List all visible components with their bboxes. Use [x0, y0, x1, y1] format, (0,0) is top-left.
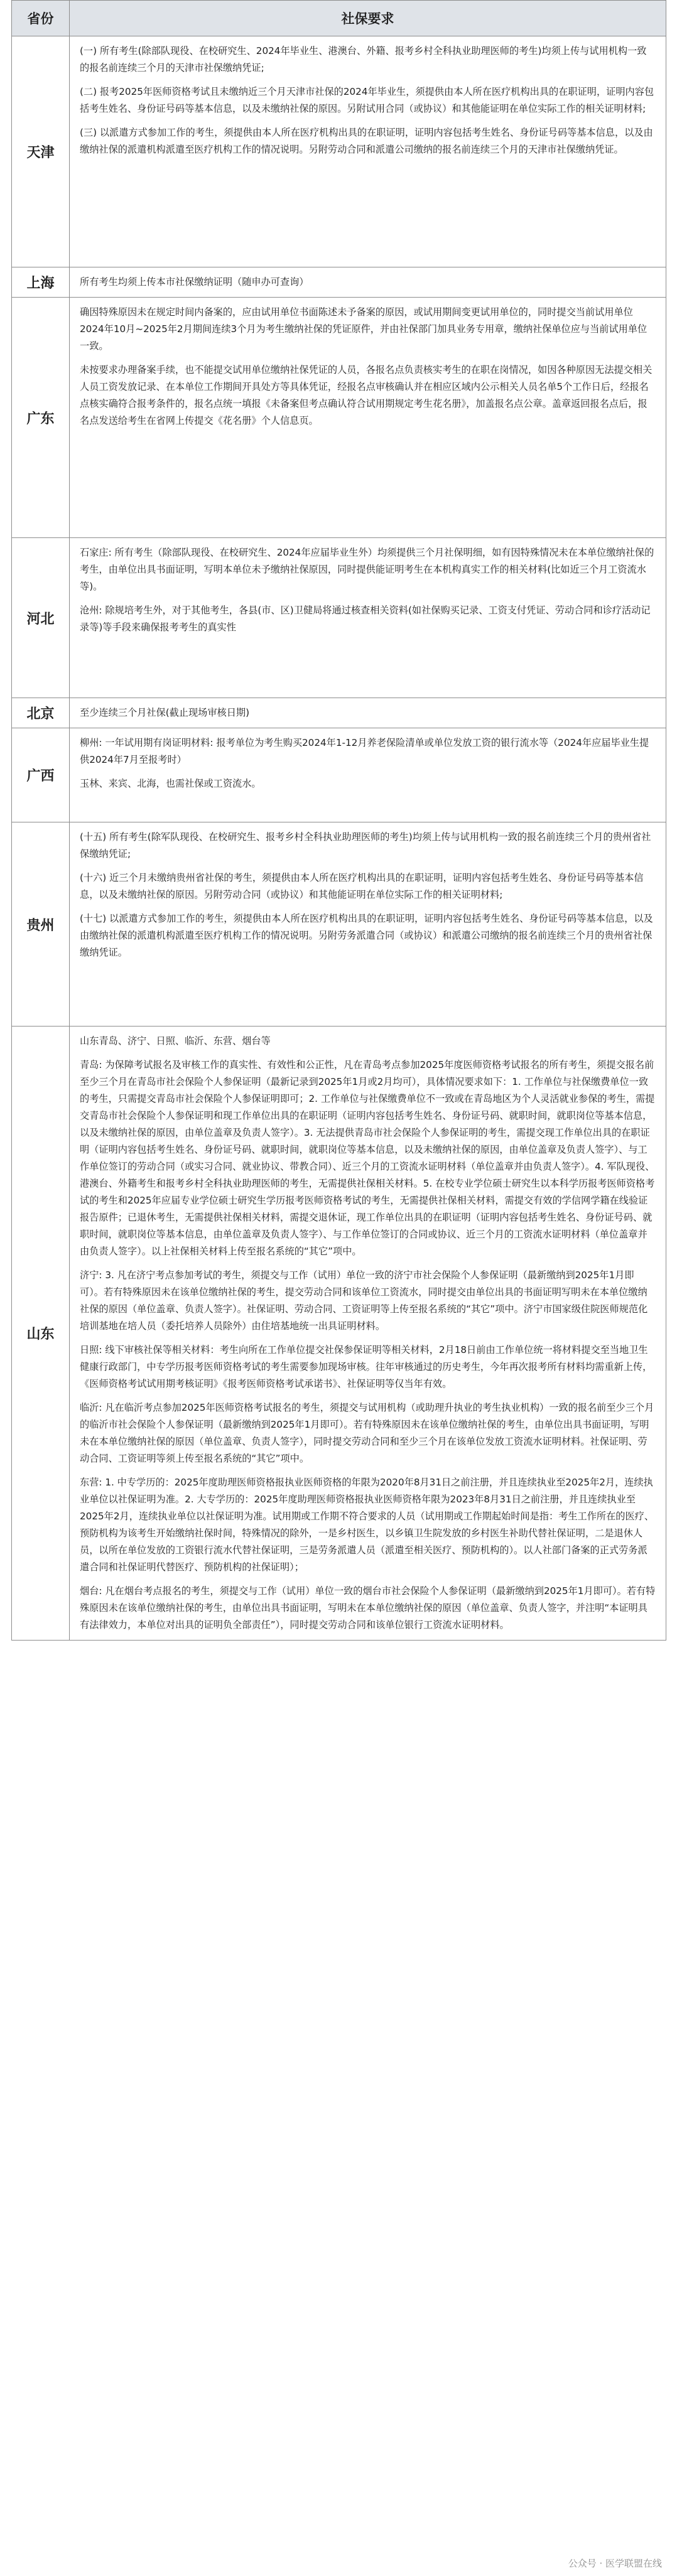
province-cell: 广东	[12, 298, 70, 538]
requirement-cell	[70, 1027, 666, 1641]
requirement-cell	[70, 36, 666, 267]
requirement-paragraph: 至少连续三个月社保(截止现场审核日期)	[80, 707, 250, 718]
table-row-shandong	[12, 1027, 666, 1641]
header-requirement: 社保要求	[70, 1, 666, 36]
requirement-paragraph: 未按要求办理备案手续，也不能提交试用单位缴纳社保凭证的人员，各报名点负责核实考生的在职在岗情况，如因各种原因无法提交相关人员工资发放记录、在本单位工作期间开具处方等具体凭证，经报名点审核确认并在相应区域内公示相关人员名单5个工作日后，经报名点核实确符合报考条件的，报名点统一填报《未备案但考点确认符合试用期规定考生花名册》，加盖报名点公章。盖章返回报名点后，报名点发送给考生在省网上传提交《花名册》个人信息页。	[80, 364, 653, 426]
requirement-paragraph: 沧州: 除规培考生外，对于其他考生，各县(市、区)卫健局将通过核查相关资料(如社保购买记录、工资支付凭证、劳动合同和诊疗活动记录等)等手段来确保报考考生的真实性	[80, 605, 651, 633]
social-insurance-table	[11, 0, 666, 1641]
requirement-paragraph: 济宁: 3. 凡在济宁考点参加考试的考生，须提交与工作（试用）单位一致的济宁市社会保险个人参保证明（最新缴纳到2025年1月即可）。若有特殊原因未在该单位缴纳社保的考生，提交劳动合同和该单位工资流水，同时提交由单位出具的书面证明写明未在本单位缴纳社保的原因（单位盖章、负责人签字）。社保证明、劳动合同、工资证明等上传至报名系统的“其它”项中。济宁市国家级住院医师规范化培训基地在培人员（委托培养人员除外）由住培基地统一出具证明材料。	[80, 1269, 648, 1332]
province-cell: 河北	[12, 538, 70, 698]
province-cell: 贵州	[12, 822, 70, 1027]
requirement-paragraph: 石家庄: 所有考生（除部队现役、在校研究生、2024年应届毕业生外）均须提供三个月社保明细，如有因特殊情况未在本单位缴纳社保的考生，由单位出具书面证明，写明本单位未予缴纳社保原因，同时提供能证明考生在本机构真实工作的相关材料(比如近三个月工资流水等)。	[80, 547, 654, 592]
requirement-paragraph: (三) 以派遣方式参加工作的考生，须提供由本人所在医疗机构出具的在职证明，证明内容包括考生姓名、身份证号码等基本信息，以及由缴纳社保的派遣机构派遣至医疗机构工作的情况说明。另附劳动合同和派遣公司缴纳的报名前连续三个月的天津市社保缴纳凭证。	[80, 127, 653, 155]
requirement-paragraph: (二) 报考2025年医师资格考试且未缴纳近三个月天津市社保的2024年毕业生，须提供由本人所在医疗机构出具的在职证明，证明内容包括考生姓名、身份证号码等基本信息，以及未缴纳社保的原因。另附试用合同（或协议）和其他能证明在单位实际工作的相关证明材料;	[80, 86, 654, 114]
table-row-tianjin	[12, 36, 666, 267]
requirement-paragraph: 青岛: 为保障考试报名及审核工作的真实性、有效性和公正性，凡在青岛考点参加2025年度医师资格考试报名的所有考生，须提交报名前至少三个月在青岛市社会保险个人参保证明（最新记录到2025年1月或2月均可），具体情况要求如下：1. 工作单位与社保缴费单位一致的考生，只需提交青岛市社会保险个人参保证明即可；2. 工作单位与社保缴费单位不一致或在青岛地区为个人灵活就业参保的考生，需提交青岛市社会保险个人参保证明和现工作单位出具的在职证明（证明内容包括考生姓名、身份证号码、就职时间，就职岗位等基本信息，以及未缴纳社保的原因，由单位盖章及负责人签字）。3. 无法提供青岛市社会保险个人参保证明的考生，需提交现工作单位出具的在职证明（证明内容包括考生姓名、身份证号码、就职时间，就职岗位等基本信息，以及未缴纳社保的原因，由单位盖章及负责人签字）、与工作单位签订的劳动合同（或实习合同、就业协议、带教合同）、近三个月的工资流水证明材料（单位盖章并由负责人签字）。4. 军队现役、港澳台、外籍考生和报考乡村全科执业助理医师的考生，无需提供社保相关材料。5. 在校专业学位硕士研究生以本科学历报考医师资格考试的考生和2025年应届专业学位硕士研究生学历报考医师资格考试的考生，无需提供社保相关材料，需提交有效的学信网学籍在线验证报告原件；已退休考生，无需提供社保相关材料，需提交退休证，现工作单位出具的在职证明（证明内容包括考生姓名、身份证号码、就职时间，就职岗位等基本信息，由单位盖章及负责人签字）、与工作单位签订的合同或协议、近三个月的工资流水证明材料（单位盖章并由负责人签字）。以上社保相关材料上传至报名系统的“其它”项中。	[80, 1059, 655, 1257]
requirement-cell	[70, 698, 666, 728]
table-row-shanghai	[12, 267, 666, 298]
requirement-cell	[70, 538, 666, 698]
requirement-cell	[70, 267, 666, 298]
header-province: 省份	[12, 1, 70, 36]
requirement-paragraph: 山东青岛、济宁、日照、临沂、东营、烟台等	[80, 1035, 271, 1047]
requirement-paragraph: 烟台: 凡在烟台考点报名的考生，须提交与工作（试用）单位一致的烟台市社会保险个人参保证明（最新缴纳到2025年1月即可）。若有特殊原因未在该单位缴纳社保的考生，由单位出具书面证明，写明未在本单位缴纳社保的原因（单位盖章、负责人签字，并注明“本证明具有法律效力，本单位对出具的证明负全部责任”），同时提交劳动合同和该单位银行工资流水证明材料。	[80, 1585, 656, 1630]
table-row-guangxi	[12, 728, 666, 822]
requirement-paragraph: 确因特殊原因未在规定时间内备案的，应由试用单位书面陈述未予备案的原因，或试用期间变更试用单位的，同时提交当前试用单位2024年10月~2025年2月期间连续3个月为考生缴纳社保的凭证原件，并由社保部门加具业务专用章，缴纳社保单位应与当前试用单位一致。	[80, 306, 647, 352]
requirement-paragraph: 柳州: 一年试用期有岗证明材料: 报考单位为考生购买2024年1-12月养老保险清单或单位发放工资的银行流水等（2024年应届毕业生提供2024年7月至报考时）	[80, 737, 649, 765]
table-row-guizhou	[12, 822, 666, 1027]
province-cell: 广西	[12, 728, 70, 822]
requirement-cell	[70, 298, 666, 538]
table-row-hebei	[12, 538, 666, 698]
requirement-paragraph: 玉林、来宾、北海，也需社保或工资流水。	[80, 778, 261, 789]
requirement-paragraph: 临沂: 凡在临沂考点参加2025年医师资格考试报名的考生，须提交与试用机构（或助理升执业的考生执业机构）一致的报名前至少三个月的临沂市社会保险个人参保证明（最新缴纳到2025年1月即可）。若有特殊原因未在该单位缴纳社保的考生，由单位出具书面证明，写明未在本单位缴纳社保的原因（单位盖章、负责人签字），同时提交劳动合同和至少三个月在该单位发放工资流水证明材料。社保证明、劳动合同、工资证明等须上传至报名系统的“其它”项中。	[80, 1402, 654, 1464]
requirement-paragraph: (十七) 以派遣方式参加工作的考生，须提供由本人所在医疗机构出具的在职证明，证明内容包括考生姓名、身份证号码等基本信息，以及由缴纳社保的派遣机构派遣至医疗机构工作的情况说明。另附劳务派遣合同（或协议）和派遣公司缴纳的报名前连续三个月的贵州省社保缴纳凭证。	[80, 913, 653, 958]
watermark-label: 公众号 · 医学联盟在线	[568, 2558, 662, 2569]
province-cell: 上海	[12, 267, 70, 298]
requirement-paragraph: 所有考生均须上传本市社保缴纳证明（随申办可查询）	[80, 276, 309, 288]
requirement-paragraph: (一) 所有考生(除部队现役、在校研究生、2024年毕业生、港澳台、外籍、报考乡村全科执业助理医师的考生)均须上传与试用机构一致的报名前连续三个月的天津市社保缴纳凭证;	[80, 45, 647, 73]
requirement-paragraph: (十五) 所有考生(除军队现役、在校研究生、报考乡村全科执业助理医师的考生)均须上传与试用机构一致的报名前连续三个月的贵州省社保缴纳凭证;	[80, 831, 651, 860]
province-cell: 天津	[12, 36, 70, 267]
requirement-paragraph: 东营: 1. 中专学历的：2025年度助理医师资格报执业医师资格的年限为2020年8月31日之前注册，并且连续执业至2025年2月，连续执业单位以社保证明为准。2. 大专学历的：2025年度助理医师资格报执业医师资格年限为2023年8月31日之前注册，并且连续执业至2025年2月，连续执业单位以社保证明为准。试用期或工作期不符合要求的人员（试用期或工作期起始时间是指：考生工作所在的医疗、预防机构为该考生开始缴纳社保时间，特殊情况的除外，一是乡村医生，以乡镇卫生院发放的乡村医生补助代替社保证明，二是退休人员，以所在单位发放的工资银行流水代替社保证明，三是劳务派遣人员（派遣至相关医疗、预防机构的）。以人社部门备案的正式劳务派遣合同和社保证明代替医疗、预防机构的社保证明）；	[80, 1477, 654, 1573]
requirement-paragraph: 日照: 线下审核社保等相关材料：考生向所在工作单位提交社保参保证明等相关材料，2月18日前由工作单位统一将材料提交至当地卫生健康行政部门，中专学历报考医师资格考试的考生需要参加现场审核。往年审核通过的历史考生，今年再次报考所有材料均需重新上传，《医师资格考试试用期考核证明》《报考医师资格考试承诺书》、社保证明等仅当年有效。	[80, 1344, 653, 1389]
requirement-cell	[70, 728, 666, 822]
table-header-row	[12, 1, 666, 36]
table-row-guangdong	[12, 298, 666, 538]
table-row-beijing	[12, 698, 666, 728]
province-cell: 山东	[12, 1027, 70, 1641]
requirement-cell	[70, 822, 666, 1027]
requirement-paragraph: (十六) 近三个月未缴纳贵州省社保的考生，须提供由本人所在医疗机构出具的在职证明，证明内容包括考生姓名、身份证号码等基本信息，以及未缴纳社保的原因。另附劳动合同（或协议）和其他能证明在单位实际工作的相关证明材料;	[80, 872, 644, 900]
province-cell: 北京	[12, 698, 70, 728]
